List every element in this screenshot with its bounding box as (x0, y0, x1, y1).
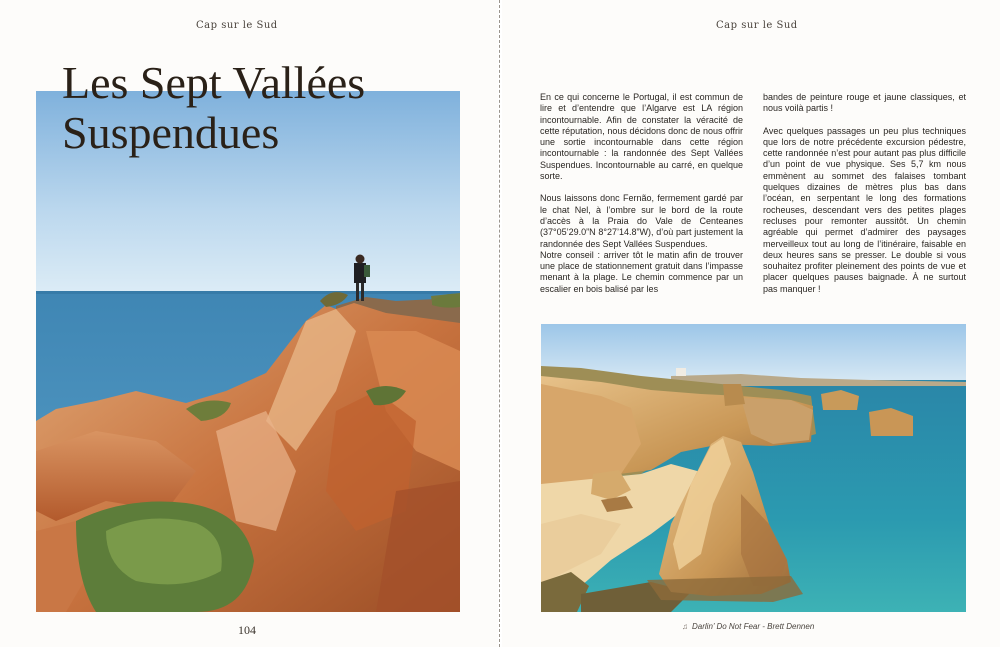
text-column-2 (763, 92, 966, 306)
paragraph: Avec quelques passages un peu plus techniques que lors de notre précédente excursion pédestre, cette randonnée n’est pour autant pas plus difficile d’un point de vue physique. Ses 5,7 km nous emmènent au sommet des falaises tombant quelques dizaines de mètres plus bas dans l’océan, en serpentant le long des formations rocheuses, descendant vers des petites plages recluses pour remonter aussitôt. Un chemin agréable qui permet d’admirer des paysages merveilleux tout au long de l’itinéraire, faisable en deux heures sans se presser. Le double si vous souhaitez profiter pleinement des points de vue et placer quelques pauses baignade. À ne surtout pas manquer ! (763, 125, 966, 294)
running-head-right: Cap sur le Sud (716, 20, 798, 31)
title-line-1: Les Sept Vallées (62, 57, 366, 108)
page-gutter-divider (499, 0, 500, 647)
music-note-icon: ♫ (682, 622, 688, 631)
page-number: 104 (238, 623, 256, 637)
paragraph: Notre conseil : arriver tôt le matin afin de trouver une place de stationnement gratuit dans l’impasse menant à la plage. Le chemin commence par un escalier en bois balisé par les (540, 249, 743, 294)
music-credit (682, 622, 814, 631)
paragraph: bandes de peinture rouge et jaune classiques, et nous voilà partis ! (763, 92, 966, 114)
text-column-1 (540, 92, 743, 306)
cliff-hiker-photo (36, 91, 460, 612)
paragraph: En ce qui concerne le Portugal, il est commun de lire et d’entendre que l’Algarve est LA région incontournable. Afin de constater la véracité de cette réputation, nous décidons donc de nous offrir une sortie incontournable dans cette région incontournable : la randonnée des Sept Vallées Suspendues. Incontournable au carré, en quelque sorte. (540, 92, 743, 182)
running-head-left: Cap sur le Sud (196, 20, 278, 31)
beach-sea-stacks-photo (541, 324, 966, 612)
right-page (502, 0, 1000, 647)
title-line-2: Suspendues (62, 107, 280, 158)
music-credit-text: Darlin’ Do Not Fear - Brett Dennen (692, 622, 815, 631)
left-page (0, 0, 498, 647)
article-title (62, 58, 482, 158)
paragraph: Nous laissons donc Fernão, fermement gardé par le chat Nel, à l’ombre sur le bord de la route d’accès à la Praia do Vale de Centeanes (37°05’29.0”N 8°27’14.8”W), d’où part justement la randonnée des Sept Vallées Suspendues. (540, 193, 743, 249)
